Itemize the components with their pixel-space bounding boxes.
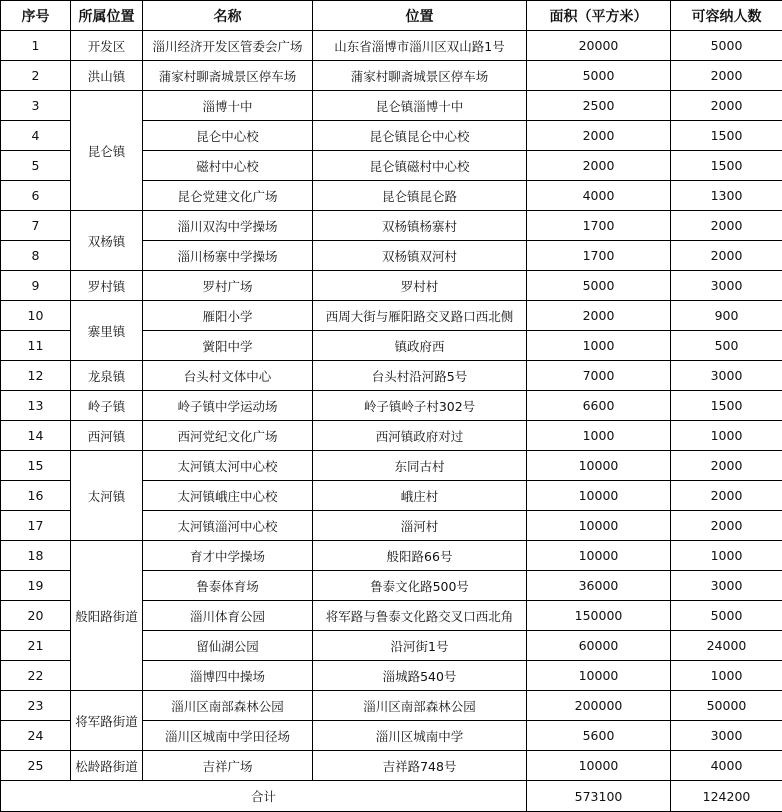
row-no: 5 [1, 151, 71, 181]
row-location: 淄河村 [313, 511, 527, 541]
row-area: 4000 [527, 181, 671, 211]
row-no: 22 [1, 661, 71, 691]
row-no: 9 [1, 271, 71, 301]
row-district: 洪山镇 [71, 61, 143, 91]
row-area: 5000 [527, 61, 671, 91]
row-capacity: 2000 [671, 241, 782, 271]
row-name: 淄博十中 [143, 91, 313, 121]
row-location: 淄川区城南中学 [313, 721, 527, 751]
row-location: 台头村沿河路5号 [313, 361, 527, 391]
row-name: 罗村广场 [143, 271, 313, 301]
row-capacity: 2000 [671, 451, 782, 481]
row-area: 10000 [527, 751, 671, 781]
total-label: 合计 [1, 781, 527, 812]
row-district: 松龄路街道 [71, 751, 143, 781]
row-area: 36000 [527, 571, 671, 601]
row-area: 10000 [527, 661, 671, 691]
row-capacity: 5000 [671, 601, 782, 631]
row-capacity: 24000 [671, 631, 782, 661]
total-capacity: 124200 [671, 781, 782, 812]
row-area: 1000 [527, 331, 671, 361]
row-capacity: 5000 [671, 31, 782, 61]
row-capacity: 1500 [671, 121, 782, 151]
row-name: 淄川经济开发区管委会广场 [143, 31, 313, 61]
row-name: 育才中学操场 [143, 541, 313, 571]
row-no: 7 [1, 211, 71, 241]
row-area: 2000 [527, 301, 671, 331]
table-body [1, 31, 782, 781]
row-location: 鲁泰文化路500号 [313, 571, 527, 601]
row-district: 昆仑镇 [71, 91, 143, 211]
row-area: 5600 [527, 721, 671, 751]
row-district: 岭子镇 [71, 391, 143, 421]
row-district: 太河镇 [71, 451, 143, 541]
row-name: 淄博四中操场 [143, 661, 313, 691]
row-name: 淄川杨寨中学操场 [143, 241, 313, 271]
row-capacity: 3000 [671, 721, 782, 751]
row-no: 24 [1, 721, 71, 751]
row-capacity: 2000 [671, 61, 782, 91]
row-no: 13 [1, 391, 71, 421]
row-no: 2 [1, 61, 71, 91]
row-name: 淄川区城南中学田径场 [143, 721, 313, 751]
header-no: 序号 [1, 1, 71, 31]
row-capacity: 4000 [671, 751, 782, 781]
row-location: 般阳路66号 [313, 541, 527, 571]
row-area: 2000 [527, 121, 671, 151]
row-capacity: 3000 [671, 361, 782, 391]
table-row [1, 31, 782, 61]
row-no: 18 [1, 541, 71, 571]
row-no: 3 [1, 91, 71, 121]
row-no: 21 [1, 631, 71, 661]
row-location: 罗村村 [313, 271, 527, 301]
row-no: 8 [1, 241, 71, 271]
row-area: 150000 [527, 601, 671, 631]
row-area: 10000 [527, 511, 671, 541]
table-row [1, 421, 782, 451]
row-no: 12 [1, 361, 71, 391]
row-capacity: 500 [671, 331, 782, 361]
row-name: 西河党纪文化广场 [143, 421, 313, 451]
row-no: 20 [1, 601, 71, 631]
row-capacity: 900 [671, 301, 782, 331]
row-location: 沿河街1号 [313, 631, 527, 661]
row-location: 将军路与鲁泰文化路交叉口西北角 [313, 601, 527, 631]
row-name: 昆仑党建文化广场 [143, 181, 313, 211]
row-name: 雁阳小学 [143, 301, 313, 331]
table-row [1, 391, 782, 421]
row-location: 蒲家村聊斋城景区停车场 [313, 61, 527, 91]
row-location: 昆仑镇昆仑中心校 [313, 121, 527, 151]
row-capacity: 1300 [671, 181, 782, 211]
row-no: 19 [1, 571, 71, 601]
row-location: 山东省淄博市淄川区双山路1号 [313, 31, 527, 61]
row-capacity: 2000 [671, 481, 782, 511]
row-area: 10000 [527, 481, 671, 511]
row-name: 岭子镇中学运动场 [143, 391, 313, 421]
row-area: 5000 [527, 271, 671, 301]
row-district: 将军路街道 [71, 691, 143, 751]
row-location: 昆仑镇昆仑路 [313, 181, 527, 211]
row-location: 淄川区南部森林公园 [313, 691, 527, 721]
row-area: 10000 [527, 541, 671, 571]
row-no: 6 [1, 181, 71, 211]
total-row [1, 781, 782, 812]
row-district: 般阳路街道 [71, 541, 143, 691]
header-capacity: 可容纳人数 [671, 1, 782, 31]
table-row [1, 61, 782, 91]
row-name: 太河镇峨庄中心校 [143, 481, 313, 511]
row-name: 太河镇太河中心校 [143, 451, 313, 481]
row-location: 西周大街与雁阳路交叉路口西北侧 [313, 301, 527, 331]
row-location: 双杨镇杨寨村 [313, 211, 527, 241]
row-capacity: 50000 [671, 691, 782, 721]
row-location: 吉祥路748号 [313, 751, 527, 781]
row-name: 磁村中心校 [143, 151, 313, 181]
row-area: 2500 [527, 91, 671, 121]
row-no: 23 [1, 691, 71, 721]
total-area: 573100 [527, 781, 671, 812]
row-name: 吉祥广场 [143, 751, 313, 781]
row-name: 淄川区南部森林公园 [143, 691, 313, 721]
row-area: 6600 [527, 391, 671, 421]
row-name: 黉阳中学 [143, 331, 313, 361]
row-area: 200000 [527, 691, 671, 721]
row-area: 7000 [527, 361, 671, 391]
row-capacity: 1500 [671, 151, 782, 181]
table-row [1, 271, 782, 301]
row-location: 镇政府西 [313, 331, 527, 361]
header-area: 面积（平方米） [527, 1, 671, 31]
row-no: 25 [1, 751, 71, 781]
row-name: 留仙湖公园 [143, 631, 313, 661]
row-no: 4 [1, 121, 71, 151]
row-name: 鲁泰体育场 [143, 571, 313, 601]
header-district: 所属位置 [71, 1, 143, 31]
row-capacity: 2000 [671, 511, 782, 541]
row-district: 罗村镇 [71, 271, 143, 301]
row-location: 东同古村 [313, 451, 527, 481]
table-row [1, 751, 782, 781]
row-name: 淄川体育公园 [143, 601, 313, 631]
table-row [1, 541, 782, 571]
row-no: 17 [1, 511, 71, 541]
row-district: 双杨镇 [71, 211, 143, 271]
row-area: 10000 [527, 451, 671, 481]
row-no: 16 [1, 481, 71, 511]
row-location: 双杨镇双河村 [313, 241, 527, 271]
row-capacity: 1000 [671, 661, 782, 691]
row-area: 2000 [527, 151, 671, 181]
header-name: 名称 [143, 1, 313, 31]
table-row [1, 301, 782, 331]
row-area: 1700 [527, 211, 671, 241]
row-capacity: 2000 [671, 91, 782, 121]
table-row [1, 361, 782, 391]
row-no: 1 [1, 31, 71, 61]
table-row [1, 211, 782, 241]
row-location: 峨庄村 [313, 481, 527, 511]
row-capacity: 1000 [671, 421, 782, 451]
row-name: 台头村文体中心 [143, 361, 313, 391]
table-row [1, 451, 782, 481]
row-district: 寨里镇 [71, 301, 143, 361]
row-district: 开发区 [71, 31, 143, 61]
table-row [1, 91, 782, 121]
row-location: 岭子镇岭子村302号 [313, 391, 527, 421]
header-row [1, 1, 782, 31]
row-capacity: 3000 [671, 571, 782, 601]
row-location: 昆仑镇磁村中心校 [313, 151, 527, 181]
row-capacity: 2000 [671, 211, 782, 241]
row-no: 14 [1, 421, 71, 451]
row-area: 1000 [527, 421, 671, 451]
row-capacity: 1000 [671, 541, 782, 571]
row-no: 10 [1, 301, 71, 331]
table-row [1, 691, 782, 721]
row-area: 1700 [527, 241, 671, 271]
row-name: 昆仑中心校 [143, 121, 313, 151]
row-district: 西河镇 [71, 421, 143, 451]
row-no: 11 [1, 331, 71, 361]
row-location: 昆仑镇淄博十中 [313, 91, 527, 121]
row-area: 60000 [527, 631, 671, 661]
row-name: 淄川双沟中学操场 [143, 211, 313, 241]
row-capacity: 1500 [671, 391, 782, 421]
row-no: 15 [1, 451, 71, 481]
row-location: 淄城路540号 [313, 661, 527, 691]
row-location: 西河镇政府对过 [313, 421, 527, 451]
row-area: 20000 [527, 31, 671, 61]
row-district: 龙泉镇 [71, 361, 143, 391]
header-location: 位置 [313, 1, 527, 31]
row-capacity: 3000 [671, 271, 782, 301]
row-name: 蒲家村聊斋城景区停车场 [143, 61, 313, 91]
row-name: 太河镇淄河中心校 [143, 511, 313, 541]
